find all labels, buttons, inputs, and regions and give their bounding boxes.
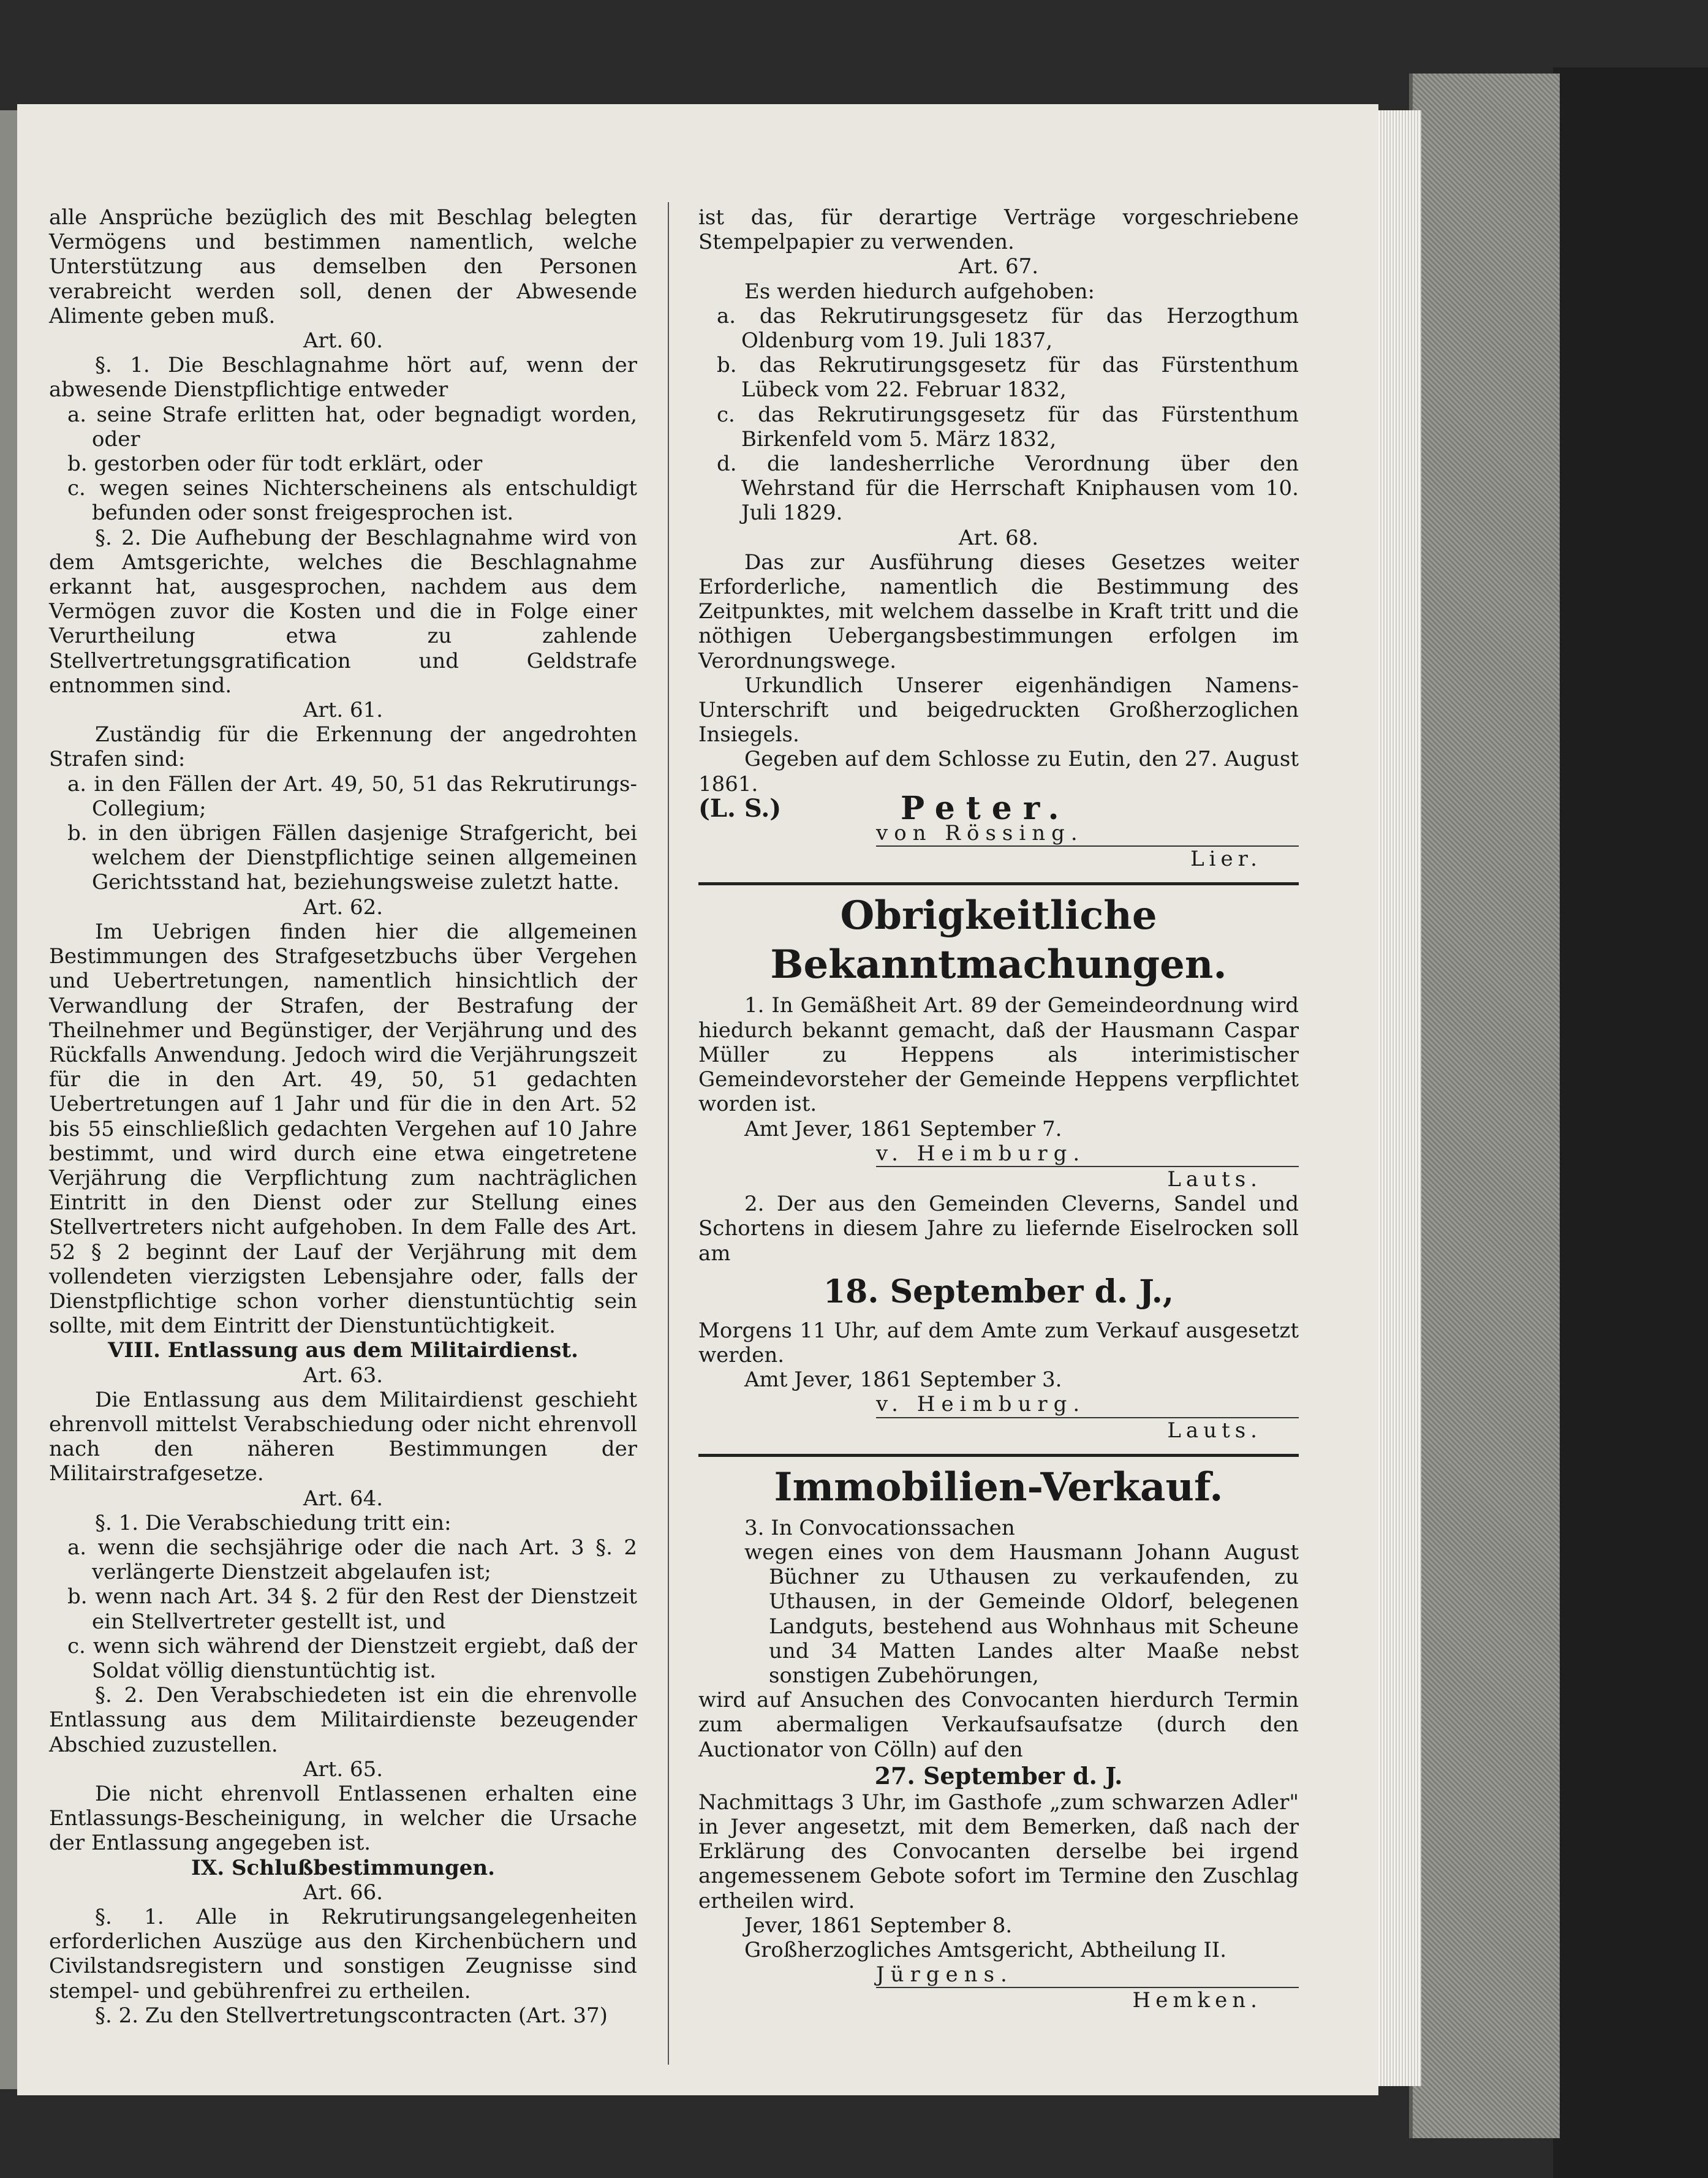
article-heading: Art. 68. bbox=[958, 525, 1039, 550]
right-column bbox=[698, 205, 1299, 2013]
date-highlight: 18. September d. J., bbox=[823, 1272, 1174, 1310]
paragraph: Die Entlassung aus dem Militairdienst geschieht ehrenvoll mittelst Verabschiedung oder nicht ehrenvoll nach den näheren Bestimmungen der Militairstrafgesetze. bbox=[49, 1387, 637, 1486]
article-heading: Art. 67. bbox=[958, 254, 1039, 279]
signature-name: v. Heimburg. bbox=[876, 1141, 1086, 1166]
signature-name: Lauts. bbox=[1167, 1167, 1262, 1192]
section-rule bbox=[698, 882, 1299, 885]
list-item: a. wenn die sechsjährige oder die nach Art. 3 §. 2 verlängerte Dienstzeit abgelaufen ist; bbox=[67, 1535, 637, 1585]
signature-name: Lier. bbox=[1190, 847, 1262, 872]
paragraph: Das zur Ausführung dieses Gesetzes weiter Erforderliche, namentlich die Bestimmung des Zeitpunktes, mit welchem dasselbe in Kraft tritt und die nöthigen Uebergangsbestimmungen erfolgen im Verordnungswege. bbox=[698, 550, 1299, 673]
list-item: d. die landesherrliche Verordnung über den Wehrstand für die Herrschaft Kniphausen vom 10. Juli 1829. bbox=[717, 452, 1299, 526]
list-item: c. wenn sich während der Dienstzeit ergiebt, daß der Soldat völlig dienstuntüchtig ist. bbox=[67, 1633, 637, 1683]
signature-name: Jürgens. bbox=[876, 1962, 1013, 1987]
book-cover-edge bbox=[1553, 67, 1708, 2178]
paragraph: Gegeben auf dem Schlosse zu Eutin, den 27. August 1861. bbox=[698, 747, 1299, 796]
list-item: c. wegen seines Nichterscheinens als entschuldigt befunden oder sonst freigesprochen ist. bbox=[67, 476, 637, 526]
paragraph: §. 2. Den Verabschiedeten ist ein die ehrenvolle Entlassung aus dem Militairdienste bezeugender Abschied zuzustellen. bbox=[49, 1683, 637, 1757]
book-cover bbox=[1409, 74, 1560, 2138]
date-highlight: 27. September d. J. bbox=[874, 1761, 1123, 1790]
paragraph: §. 2. Zu den Stellvertretungscontracten (Art. 37) bbox=[95, 2003, 608, 2028]
left-column bbox=[49, 205, 637, 2028]
paragraph: Urkundlich Unserer eigenhändigen Namens-Unterschrift und beigedruckten Großherzoglichen Insiegels. bbox=[698, 673, 1299, 747]
section-heading: VIII. Entlassung aus dem Militairdienst. bbox=[107, 1338, 578, 1363]
signature-name: v. Heimburg. bbox=[876, 1392, 1086, 1417]
paragraph: 2. Der aus den Gemeinden Cleverns, Sandel und Schortens in diesem Jahre zu liefernde Eiselrocken soll am bbox=[698, 1192, 1299, 1266]
paragraph: Morgens 11 Uhr, auf dem Amte zum Verkauf ausgesetzt werden. bbox=[698, 1318, 1299, 1367]
paragraph: Jever, 1861 September 8. bbox=[744, 1913, 1013, 1938]
article-heading: Art. 62. bbox=[303, 894, 384, 920]
paragraph: wird auf Ansuchen des Convocanten hierdurch Termin zum abermaligen Verkaufsaufsatze (durch den Auctionator von Cölln) auf den bbox=[698, 1688, 1299, 1762]
section-heading: Immobilien-Verkauf. bbox=[774, 1464, 1223, 1510]
paragraph: alle Ansprüche bezüglich des mit Beschlag belegten Vermögens und bestimmen namentlich, welche Unterstützung aus demselben den Personen verabreicht werden soll, denen der Abwesende Alimente geben muß. bbox=[49, 205, 637, 328]
column-divider bbox=[668, 202, 669, 2065]
paragraph: 1. In Gemäßheit Art. 89 der Gemeindeordnung wird hiedurch bekannt gemacht, daß der Hausmann Caspar Müller zu Heppens als interimistischer Gemeindevorsteher der Gemeinde Heppens verpflichtet worden ist. bbox=[698, 993, 1299, 1117]
seal-mark: (L. S.) bbox=[698, 793, 782, 823]
section-heading: Obrigkeitliche Bekanntmachungen. bbox=[770, 893, 1227, 988]
article-heading: Art. 63. bbox=[303, 1363, 384, 1388]
paragraph: Im Uebrigen finden hier die allgemeinen Bestimmungen des Strafgesetzbuchs über Vergehen und Uebertretungen, namentlich hinsichtlich der Verwandlung der Strafen, der Bestrafung der Theilnehmer und Begünstiger, der Verjährung und des Rückfalls Anwendung. Jedoch wird die Verjährungszeit für die in den Art. 49, 50, 51 gedachten Uebertretungen auf 1 Jahr und für die in den Art. 52 bis 55 einschließlich gedachten Vergehen auf 10 Jahre bestimmt, und wird durch eine etwa eingetretene Verjährung die Verpflichtung zum nachträglichen Eintritt in den Dienst oder zur Stellung eines Stellvertreters nicht aufgehoben. In dem Falle des Art. 52 § 2 beginnt der Lauf der Verjährung mit dem vollendeten vierzigsten Lebensjahre oder, falls der Dienstpflichtige schon vorher dienstuntüchtig sein sollte, mit dem Eintritt der Dienstuntüchtigkeit. bbox=[49, 919, 637, 1339]
article-heading: Art. 64. bbox=[303, 1486, 384, 1511]
list-item: b. gestorben oder für todt erklärt, oder bbox=[67, 452, 483, 477]
list-item: a. in den Fällen der Art. 49, 50, 51 das Rekrutirungs-Collegium; bbox=[67, 771, 637, 821]
article-heading: Art. 66. bbox=[303, 1880, 384, 1905]
list-item: a. das Rekrutirungsgesetz für das Herzogthum Oldenburg vom 19. Juli 1837, bbox=[717, 303, 1299, 354]
paragraph: 3. In Convocationssachen bbox=[744, 1515, 1015, 1540]
paragraph: §. 1. Die Beschlagnahme hört auf, wenn der abwesende Dienstpflichtige entweder bbox=[49, 353, 637, 403]
left-page-edge bbox=[0, 110, 18, 2089]
signature-name: Peter. bbox=[901, 789, 1070, 827]
section-heading: IX. Schlußbestimmungen. bbox=[191, 1855, 495, 1880]
paragraph: Amt Jever, 1861 September 3. bbox=[744, 1367, 1062, 1393]
signature-line bbox=[698, 789, 1299, 827]
signature-name: Lauts. bbox=[1167, 1418, 1262, 1443]
paragraph: §. 1. Die Verabschiedung tritt ein: bbox=[95, 1510, 452, 1535]
article-heading: Art. 61. bbox=[303, 698, 384, 723]
list-item: a. seine Strafe erlitten hat, oder begnadigt worden, oder bbox=[67, 402, 637, 452]
article-heading: Art. 65. bbox=[303, 1756, 384, 1782]
paragraph: §. 2. Die Aufhebung der Beschlagnahme wird von dem Amtsgerichte, welches die Beschlagnahme erkannt hat, ausgesprochen, nachdem aus dem Vermögen zuvor die Kosten und die in Folge einer Verurtheilung etwa zu zahlende Stellvertretungsgratification und Geldstrafe entnommen sind. bbox=[49, 525, 637, 698]
list-item: b. in den übrigen Fällen dasjenige Strafgericht, bei welchem der Dienstpflichtige seinen allgemeinen Gerichtsstand hat, beziehungsweise zuletzt hatte. bbox=[67, 821, 637, 895]
paragraph: Nachmittags 3 Uhr, im Gasthofe „zum schwarzen Adler" in Jever angesetzt, mit dem Bemerken, daß nach der Erklärung des Convocanten derselbe bei irgend angemessenem Gebote sofort im Termine den Zuschlag ertheilen wird. bbox=[698, 1790, 1299, 1913]
section-rule bbox=[698, 1454, 1299, 1457]
paragraph: Die nicht ehrenvoll Entlassenen erhalten eine Entlassungs-Bescheinigung, in welcher die Ursache der Entlassung angegeben ist. bbox=[49, 1782, 637, 1856]
paragraph: §. 1. Alle in Rekrutirungsangelegenheiten erforderlichen Auszüge aus den Kirchenbüchern und Civilstandsregistern und sonstigen Zeugnisse sind stempel- und gebührenfrei zu ertheilen. bbox=[49, 1905, 637, 2003]
paragraph: Zuständig für die Erkennung der angedrohten Strafen sind: bbox=[49, 722, 637, 772]
list-item: b. das Rekrutirungsgesetz für das Fürstenthum Lübeck vom 22. Februar 1832, bbox=[717, 353, 1299, 403]
article-heading: Art. 60. bbox=[303, 328, 384, 354]
list-item: c. das Rekrutirungsgesetz für das Fürstenthum Birkenfeld vom 5. März 1832, bbox=[717, 402, 1299, 452]
paragraph: Amt Jever, 1861 September 7. bbox=[744, 1116, 1062, 1141]
list-item: b. wenn nach Art. 34 §. 2 für den Rest der Dienstzeit ein Stellvertreter gestellt ist, und bbox=[67, 1584, 637, 1634]
paragraph: Es werden hiedurch aufgehoben: bbox=[744, 279, 1095, 304]
paragraph: wegen eines von dem Hausmann Johann August Büchner zu Uthausen zu verkaufenden, zu Uthausen, in der Gemeinde Oldorf, belegenen Landguts, bestehend aus Wohnhaus mit Scheune und 34 Matten Landes alter Maaße nebst sonstigen Zubehörungen, bbox=[744, 1540, 1299, 1688]
signature-name: Hemken. bbox=[1132, 1988, 1262, 2013]
signature-name: von Rössing. bbox=[876, 821, 1084, 846]
paragraph: ist das, für derartige Verträge vorgeschriebene Stempelpapier zu verwenden. bbox=[698, 205, 1299, 255]
paragraph: Großherzogliches Amtsgericht, Abtheilung II. bbox=[744, 1937, 1226, 1962]
